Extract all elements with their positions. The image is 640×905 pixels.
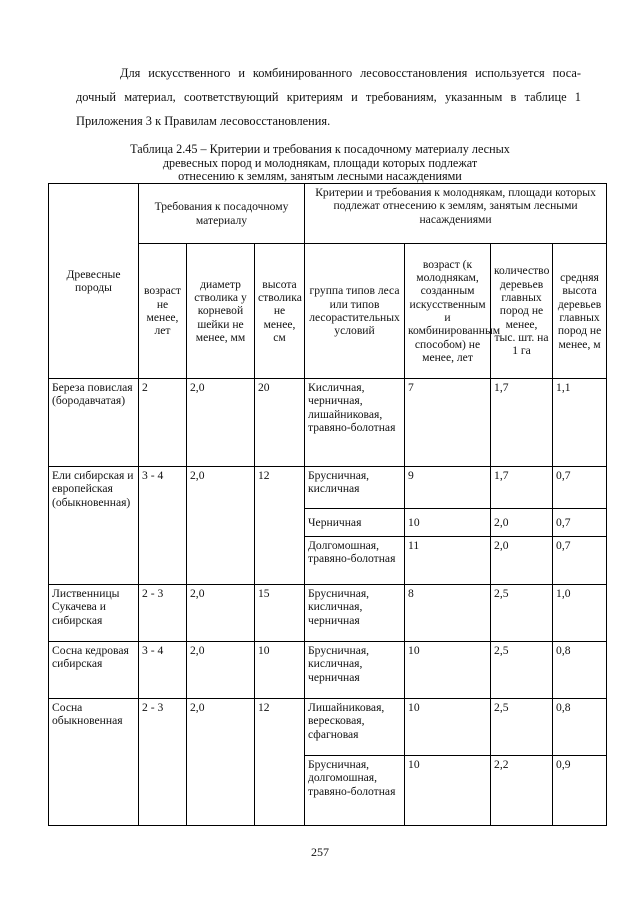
cell-young-age: 10 — [405, 642, 491, 699]
cell-count: 2,5 — [491, 585, 553, 642]
cell-count: 2,5 — [491, 642, 553, 699]
table-row — [49, 699, 607, 756]
cell-age: 3 - 4 — [139, 642, 187, 699]
table-caption — [0, 143, 640, 184]
header-young-group: Критерии и требования к молоднякам, площади которых подлежат отнесению к землям, занятым лесными насаждениями — [305, 184, 607, 244]
cell-count: 1,7 — [491, 379, 553, 467]
intro-line-3: Приложения 3 к Правилам лесовосстановления. — [76, 114, 331, 128]
intro-line-1: Для искусственного и комбинированного лесовосстановления используется поса- — [120, 66, 581, 80]
cell-species: Сосна обыкновенная — [49, 699, 139, 826]
cell-diameter: 2,0 — [187, 379, 255, 467]
caption-line-3: отнесению к землям, занятым лесными насаждениями — [178, 169, 462, 183]
cell-forest-type: Брусничная, кисличная, черничная — [305, 585, 405, 642]
cell-young-age: 10 — [405, 509, 491, 537]
cell-height: 12 — [255, 699, 305, 826]
header-forest-type: группа типов леса или типов лесорастительных условий — [305, 244, 405, 379]
cell-height: 12 — [255, 467, 305, 585]
cell-age: 2 - 3 — [139, 585, 187, 642]
cell-forest-type: Долгомошная, травяно-болотная — [305, 537, 405, 585]
caption-line-1: Таблица 2.45 – Критерии и требования к посадочному материалу лесных — [130, 142, 510, 156]
intro-line-2: дочный материал, соответствующий критериям и требованиям, указанным в таблице 1 — [76, 90, 581, 104]
cell-avg-height: 0,7 — [553, 509, 607, 537]
cell-age: 2 — [139, 379, 187, 467]
cell-young-age: 9 — [405, 467, 491, 509]
cell-young-age: 10 — [405, 699, 491, 756]
table-row — [49, 379, 607, 467]
cell-avg-height: 0,7 — [553, 467, 607, 509]
cell-height: 20 — [255, 379, 305, 467]
cell-diameter: 2,0 — [187, 642, 255, 699]
cell-forest-type: Кисличная, черничная, лишайниковая, травяно-болотная — [305, 379, 405, 467]
header-count: количество деревьев главных пород не менее, тыс. шт. на 1 га — [491, 244, 553, 379]
caption-line-2: древесных пород и молоднякам, площади которых подлежат — [162, 155, 478, 170]
cell-diameter: 2,0 — [187, 699, 255, 826]
header-avg-height: средняя высота деревьев главных пород не менее, м — [553, 244, 607, 379]
cell-count: 2,2 — [491, 756, 553, 826]
cell-diameter: 2,0 — [187, 585, 255, 642]
cell-age: 2 - 3 — [139, 699, 187, 826]
criteria-table — [48, 183, 607, 826]
cell-young-age: 8 — [405, 585, 491, 642]
cell-avg-height: 1,1 — [553, 379, 607, 467]
cell-forest-type: Лишайниковая, вересковая, сфагновая — [305, 699, 405, 756]
header-row-top — [49, 184, 607, 244]
cell-count: 2,5 — [491, 699, 553, 756]
cell-species: Ели сибирская и европейская (обыкновенная) — [49, 467, 139, 585]
header-species: Древесные породы — [49, 184, 139, 379]
cell-avg-height: 0,7 — [553, 537, 607, 585]
header-age: возраст не менее, лет — [139, 244, 187, 379]
page-number: 257 — [311, 845, 329, 859]
cell-avg-height: 0,8 — [553, 699, 607, 756]
cell-forest-type: Черничная — [305, 509, 405, 537]
table-row — [49, 585, 607, 642]
cell-forest-type: Брусничная, кисличная, черничная — [305, 642, 405, 699]
header-diameter: диаметр стволика у корневой шейки не менее, мм — [187, 244, 255, 379]
cell-height: 10 — [255, 642, 305, 699]
cell-diameter: 2,0 — [187, 467, 255, 585]
cell-count: 1,7 — [491, 467, 553, 509]
cell-count: 2,0 — [491, 509, 553, 537]
cell-forest-type: Брусничная, кисличная — [305, 467, 405, 509]
cell-avg-height: 1,0 — [553, 585, 607, 642]
cell-age: 3 - 4 — [139, 467, 187, 585]
cell-species: Лиственницы Сукачева и сибирская — [49, 585, 139, 642]
cell-forest-type: Брусничная, долгомошная, травяно-болотная — [305, 756, 405, 826]
cell-species: Береза повислая (бородавчатая) — [49, 379, 139, 467]
cell-height: 15 — [255, 585, 305, 642]
cell-species: Сосна кедровая сибирская — [49, 642, 139, 699]
cell-avg-height: 0,9 — [553, 756, 607, 826]
header-height: высота стволика не менее, см — [255, 244, 305, 379]
intro-paragraph — [76, 61, 581, 133]
table-row — [49, 467, 607, 509]
cell-count: 2,0 — [491, 537, 553, 585]
header-planting-group: Требования к посадочному материалу — [139, 184, 305, 244]
cell-avg-height: 0,8 — [553, 642, 607, 699]
cell-young-age: 10 — [405, 756, 491, 826]
cell-young-age: 11 — [405, 537, 491, 585]
header-young-age: возраст (к молоднякам, созданным искусственным и комбинированным способом) не менее, лет — [405, 244, 491, 379]
cell-young-age: 7 — [405, 379, 491, 467]
table-row — [49, 642, 607, 699]
